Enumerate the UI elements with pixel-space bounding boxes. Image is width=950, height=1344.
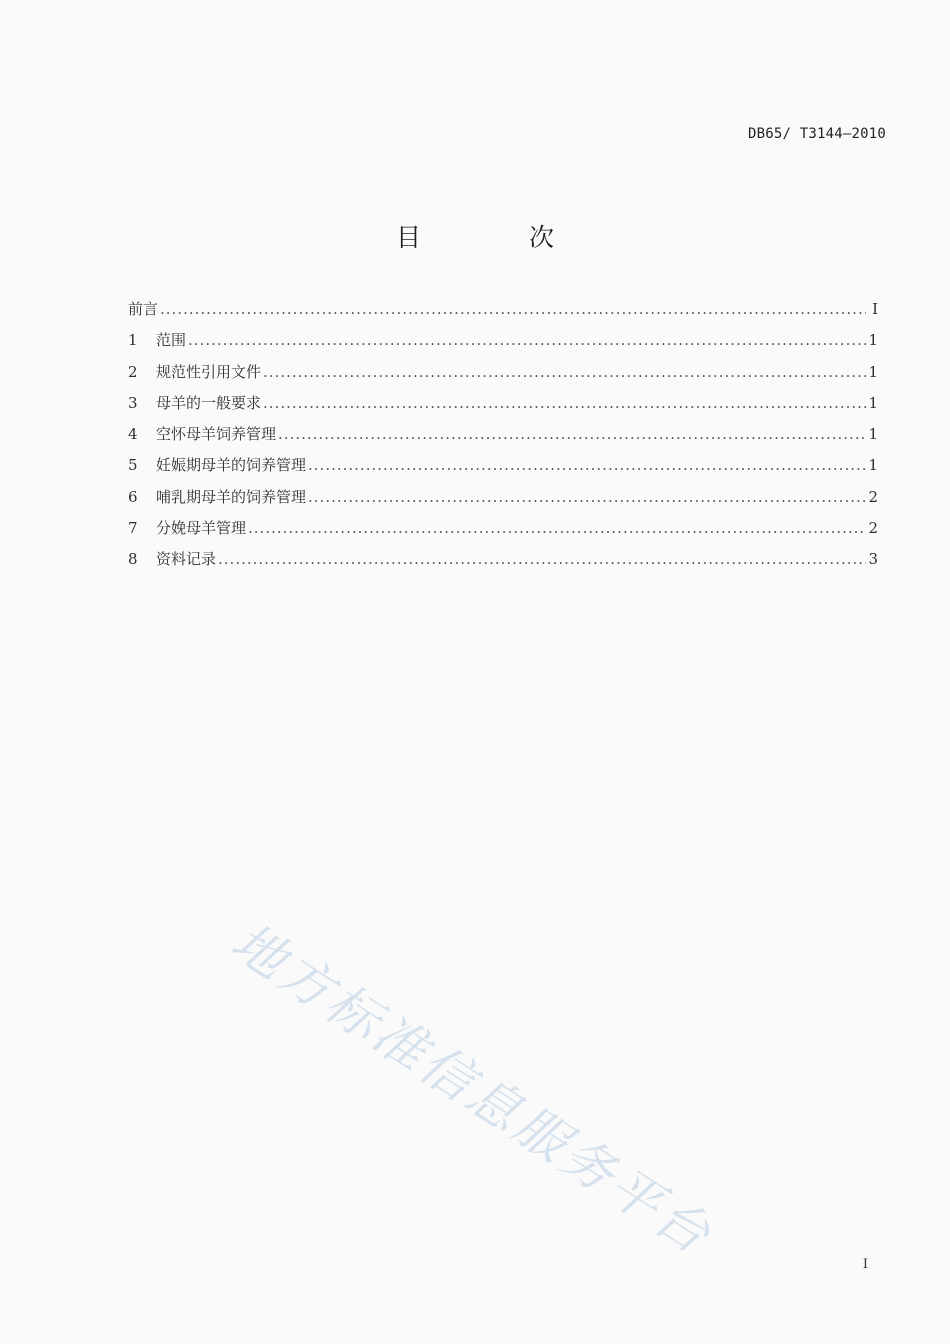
toc-item-page: 1 bbox=[868, 362, 878, 381]
toc-dot-leader bbox=[160, 300, 866, 318]
toc-item-lactating-ewes[interactable] bbox=[128, 486, 878, 517]
toc-item-page: 2 bbox=[868, 487, 878, 506]
toc-item-scope[interactable] bbox=[128, 329, 878, 360]
toc-item-foreword[interactable] bbox=[128, 298, 878, 329]
toc-item-label: 规范性引用文件 bbox=[156, 362, 262, 381]
toc-item-open-ewes[interactable] bbox=[128, 423, 878, 454]
watermark: 地方标准信息服务平台 bbox=[220, 911, 724, 1268]
toc-item-label: 母羊的一般要求 bbox=[156, 393, 262, 412]
toc-item-general-requirements[interactable] bbox=[128, 392, 878, 423]
toc-item-page: 1 bbox=[868, 456, 878, 475]
toc-item-number: 7 bbox=[128, 519, 138, 538]
toc-item-page: 2 bbox=[868, 519, 878, 538]
toc-item-number: 5 bbox=[128, 456, 138, 475]
toc-item-normative-references[interactable] bbox=[128, 361, 878, 392]
toc-item-page: 1 bbox=[868, 331, 878, 350]
toc-item-page: 1 bbox=[868, 425, 878, 444]
toc-item-label: 范围 bbox=[156, 331, 187, 350]
page-title: 目 次 bbox=[396, 223, 604, 252]
toc-dot-leader bbox=[263, 363, 866, 381]
toc-dot-leader bbox=[248, 519, 866, 537]
toc-dot-leader bbox=[308, 488, 866, 506]
toc-dot-leader bbox=[218, 550, 866, 568]
toc-item-page: 3 bbox=[868, 550, 878, 569]
toc-item-pregnant-ewes[interactable] bbox=[128, 454, 878, 485]
table-of-contents bbox=[128, 298, 878, 580]
toc-item-label: 资料记录 bbox=[156, 550, 217, 569]
toc-item-page: 1 bbox=[868, 393, 878, 412]
toc-dot-leader bbox=[278, 425, 866, 443]
toc-item-page: I bbox=[872, 300, 878, 318]
toc-item-label: 分娩母羊管理 bbox=[156, 519, 247, 538]
toc-item-label: 哺乳期母羊的饲养管理 bbox=[156, 487, 307, 506]
standard-code: DB65/ T3144—2010 bbox=[747, 126, 886, 142]
toc-item-number: 8 bbox=[128, 550, 138, 569]
toc-item-number: 1 bbox=[128, 331, 138, 350]
toc-item-lambing-ewes[interactable] bbox=[128, 517, 878, 548]
toc-dot-leader bbox=[308, 456, 866, 474]
toc-item-label: 前言 bbox=[128, 300, 159, 318]
toc-item-number: 6 bbox=[128, 487, 138, 506]
toc-item-number: 3 bbox=[128, 393, 138, 412]
toc-item-number: 4 bbox=[128, 425, 138, 444]
page-number: I bbox=[862, 1257, 868, 1272]
toc-item-label: 空怀母羊饲养管理 bbox=[156, 425, 277, 444]
toc-item-number: 2 bbox=[128, 362, 138, 381]
toc-dot-leader bbox=[188, 331, 866, 349]
toc-item-label: 妊娠期母羊的饲养管理 bbox=[156, 456, 307, 475]
toc-item-records[interactable] bbox=[128, 548, 878, 579]
toc-dot-leader bbox=[263, 394, 866, 412]
